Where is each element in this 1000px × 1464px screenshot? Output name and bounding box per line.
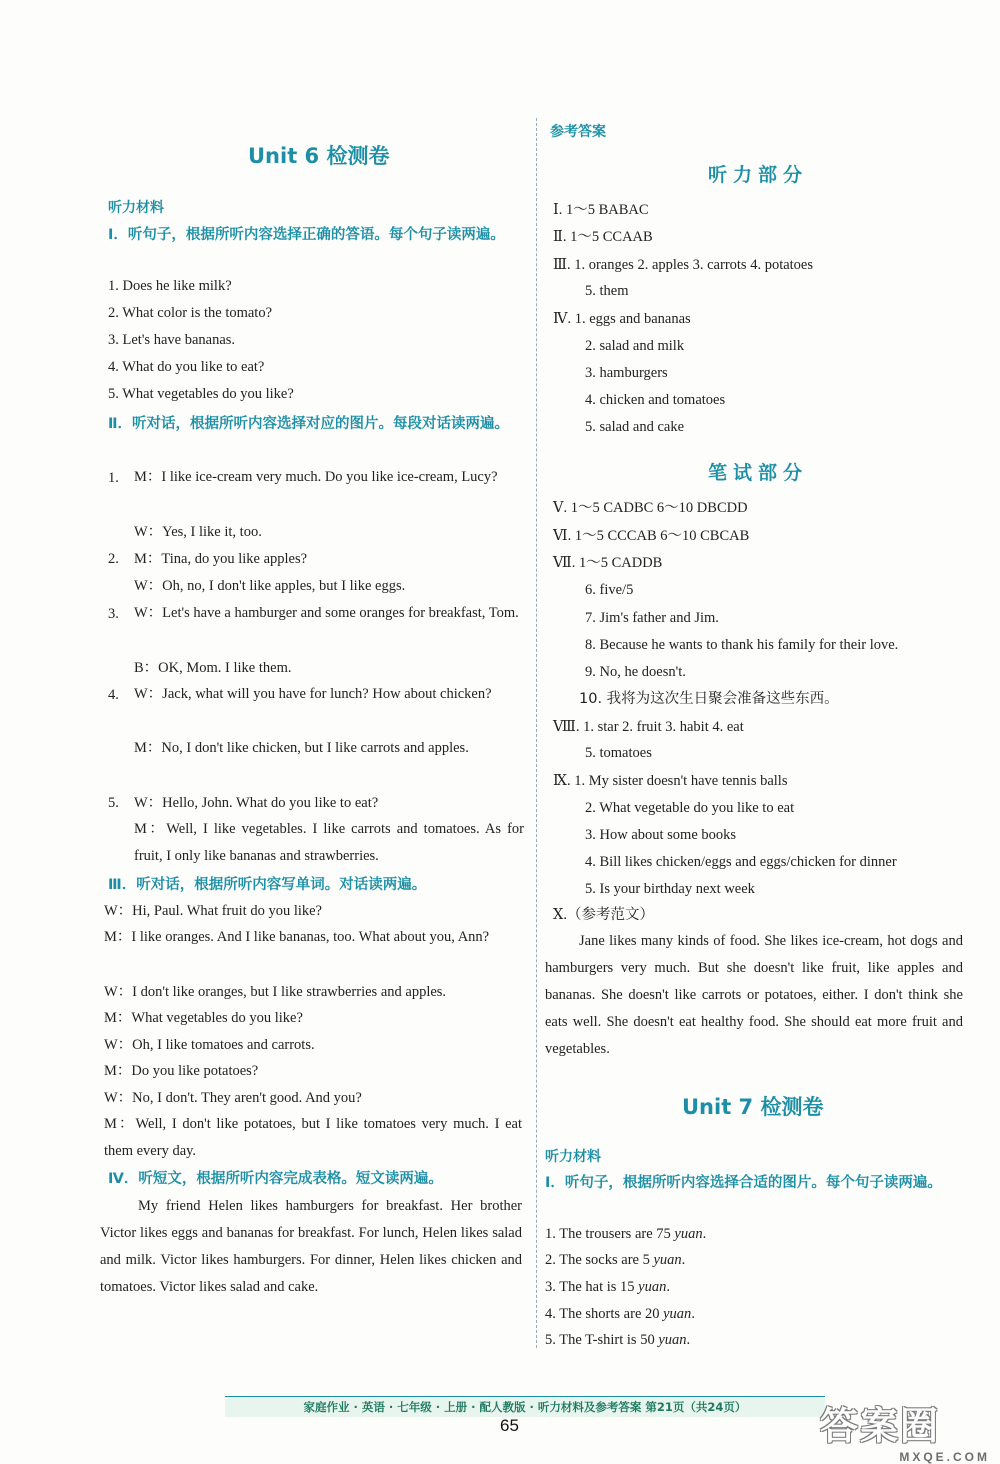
page-number: 65 xyxy=(500,1416,519,1435)
dialog-number: 5. xyxy=(108,795,119,811)
unit7-listening-label: 听力材料 xyxy=(545,1149,601,1165)
dialog-number: 2. xyxy=(108,551,119,567)
section1-instruction: Ⅰ．听句子，根据所听内容选择正确的答语。每个句子读两遍。 xyxy=(108,227,505,243)
answer-line: 3. hamburgers xyxy=(585,365,668,381)
answers-label: 参考答案 xyxy=(550,124,606,140)
written-section-title: 笔试部分 xyxy=(708,462,809,484)
unit6-title: Unit 6 检测卷 xyxy=(248,144,390,168)
dialog-line: M：Do you like potatoes? xyxy=(104,1063,259,1079)
dialog-line: W：No, I don't. They aren't good. And you? xyxy=(104,1090,362,1106)
section3-instruction: Ⅲ．听对话，根据所听内容写单词。对话读两遍。 xyxy=(108,877,427,893)
section4-instruction: Ⅳ．听短文，根据所听内容完成表格。短文读两遍。 xyxy=(108,1171,443,1187)
dialog-line: M：Well, I like vegetables. I like carrots and tomatoes. As for fruit, I only like bananas and strawberries. xyxy=(134,821,524,864)
answer-line: 3. How about some books xyxy=(585,827,737,843)
dialog-line: W：Oh, no, I don't like apples, but I like eggs. xyxy=(134,578,406,594)
answer-line: Ⅴ. 1～5 CADBC 6～10 DBCDD xyxy=(553,500,748,516)
answer-line: Ⅶ. 1～5 CADDB xyxy=(553,555,663,571)
unit7-title: Unit 7 检测卷 xyxy=(682,1095,824,1119)
dialog-line: W：Hello, John. What do you like to eat? xyxy=(134,795,379,811)
section2-instruction: Ⅱ．听对话，根据所听内容选择对应的图片。每段对话读两遍。 xyxy=(108,416,510,432)
answer-line: 5. salad and cake xyxy=(585,419,685,435)
watermark-text: 答案圈 xyxy=(820,1406,941,1448)
answer-line: 7. Jim's father and Jim. xyxy=(585,610,719,626)
answer-line: Ⅲ. 1. oranges 2. apples 3. carrots 4. potatoes xyxy=(553,257,814,273)
answer-line: Ⅱ. 1～5 CCAAB xyxy=(553,229,653,245)
list-item: 1. Does he like milk? xyxy=(108,278,232,294)
dialog-line: M：Tina, do you like apples? xyxy=(134,551,308,567)
answer-line: 8. Because he wants to thank his family for their love. xyxy=(585,637,899,653)
answer-line: 5. them xyxy=(585,283,629,299)
answer-line: 5. tomatoes xyxy=(585,745,652,761)
watermark-logo xyxy=(820,1395,990,1464)
dialog-line: W：Oh, I like tomatoes and carrots. xyxy=(104,1037,315,1053)
answer-line: Ⅰ. 1～5 BABAC xyxy=(553,202,649,218)
column-divider xyxy=(536,118,537,1348)
list-item: 5. What vegetables do you like? xyxy=(108,386,294,402)
dialog-number: 3. xyxy=(108,606,119,622)
dialog-line: M：I like ice-cream very much. Do you like ice-cream, Lucy? xyxy=(134,469,498,485)
dialog-line: W：Hi, Paul. What fruit do you like? xyxy=(104,903,322,919)
passage-text: My friend Helen likes hamburgers for breakfast. Her brother Victor likes eggs and bananas for breakfast. For lunch, Helen likes salad and milk. Victor likes hamburgers. For dinner, Helen likes chicken and tomatoes. Victor likes salad and cake. xyxy=(100,1198,522,1295)
dialog-line: M：No, I don't like chicken, but I like carrots and apples. xyxy=(134,740,469,756)
answer-line: 5. Is your birthday next week xyxy=(585,881,755,897)
dialog-line: W：Jack, what will you have for lunch? How about chicken? xyxy=(134,686,492,702)
answer-line: 2. What vegetable do you like to eat xyxy=(585,800,795,816)
essay-text: Jane likes many kinds of food. She likes ice-cream, hot dogs and hamburgers very much. But she doesn't like fruit, like apples and bananas. She doesn't like carrots or potatoes, either. I don't think she eats well. She doesn't eat healthy food. She should eat more fruit and vegetables. xyxy=(545,933,963,1057)
dialog-line: M：Well, I don't like potatoes, but I like tomatoes very much. I eat them every day. xyxy=(104,1116,522,1159)
answer-line: 6. five/5 xyxy=(585,582,634,598)
answer-line: 10. 我将为这次生日聚会准备这些东西。 xyxy=(579,691,839,707)
answer-line: 4. Bill likes chicken/eggs and eggs/chicken for dinner xyxy=(585,854,897,870)
list-item: 4. The shorts are 20 yuan. xyxy=(545,1306,695,1322)
dialog-number: 4. xyxy=(108,687,119,703)
list-item: 3. Let's have bananas. xyxy=(108,332,236,348)
listening-material-label: 听力材料 xyxy=(108,200,164,216)
dialog-line: W：Yes, I like it, too. xyxy=(134,524,262,540)
dialog-line: M：I like oranges. And I like bananas, too. What about you, Ann? xyxy=(104,929,490,945)
page-footer: 家庭作业 · 英语 · 七年级 · 上册 · 配人教版 · 听力材料及参考答案 第21页（共24页） xyxy=(225,1396,825,1417)
dialog-number: 1. xyxy=(108,470,119,486)
list-item: 2. The socks are 5 yuan. xyxy=(545,1252,686,1268)
list-item: 4. What do you like to eat? xyxy=(108,359,265,375)
answer-line: 2. salad and milk xyxy=(585,338,685,354)
watermark-domain: MXQE.COM xyxy=(899,1450,990,1464)
list-item: 5. The T-shirt is 50 yuan. xyxy=(545,1332,691,1348)
answer-line: Ⅳ. 1. eggs and bananas xyxy=(553,311,691,327)
answer-line: Ⅵ. 1～5 CCCAB 6～10 CBCAB xyxy=(553,528,750,544)
answer-line: Ⅹ.（参考范文） xyxy=(553,907,654,923)
answer-line: 4. chicken and tomatoes xyxy=(585,392,726,408)
listening-section-title: 听力部分 xyxy=(708,164,809,186)
list-item: 1. The trousers are 75 yuan. xyxy=(545,1226,707,1242)
dialog-line: W：Let's have a hamburger and some oranges for breakfast, Tom. xyxy=(134,605,519,621)
answer-line: 9. No, he doesn't. xyxy=(585,664,686,680)
unit7-instruction: Ⅰ．听句子，根据所听内容选择合适的图片。每个句子读两遍。 xyxy=(545,1175,942,1191)
answer-line: Ⅷ. 1. star 2. fruit 3. habit 4. eat xyxy=(553,719,744,735)
answer-line: Ⅸ. 1. My sister doesn't have tennis balls xyxy=(553,773,788,789)
list-item: 2. What color is the tomato? xyxy=(108,305,273,321)
dialog-line: M：What vegetables do you like? xyxy=(104,1010,303,1026)
dialog-line: B：OK, Mom. I like them. xyxy=(134,660,292,676)
dialog-line: W：I don't like oranges, but I like strawberries and apples. xyxy=(104,984,447,1000)
list-item: 3. The hat is 15 yuan. xyxy=(545,1279,670,1295)
